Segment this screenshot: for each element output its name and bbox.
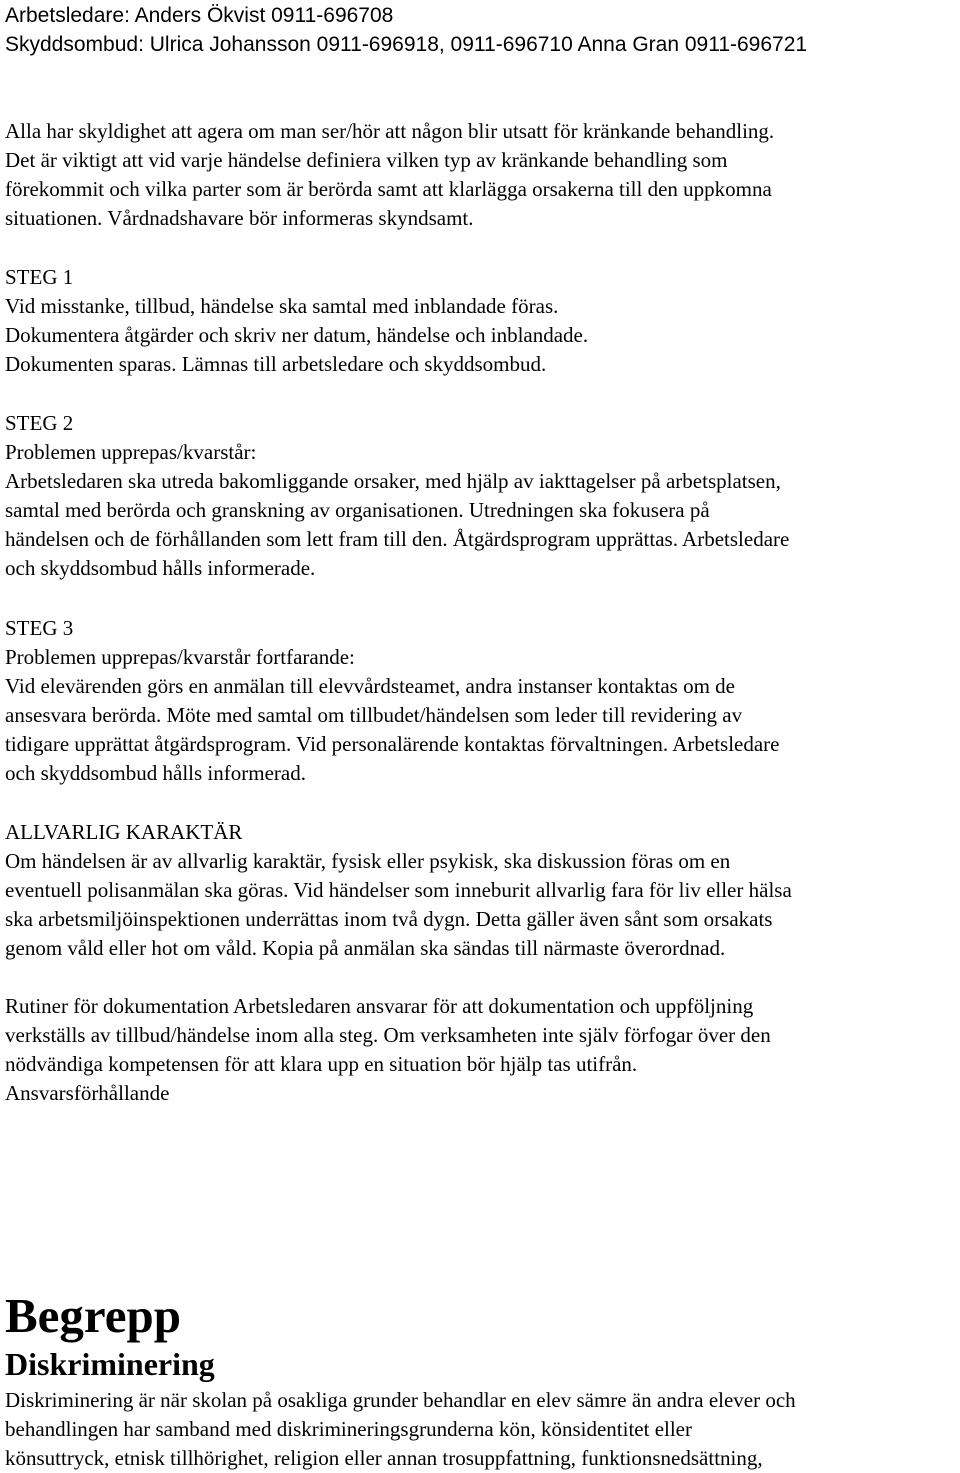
steg1-heading: STEG 1	[5, 265, 74, 289]
steg3-heading: STEG 3	[5, 616, 74, 640]
rutiner-line: Rutiner för dokumentation Arbetsledaren ansvarar för att dokumentation och uppföljning	[5, 994, 754, 1018]
diskriminering-line: behandlingen har samband med diskrimineringsgrunderna kön, könsidentitet eller	[5, 1417, 692, 1441]
steg1-section	[5, 263, 588, 379]
steg3-line: Problemen upprepas/kvarstår fortfarande:	[5, 645, 355, 669]
steg2-line: Problemen upprepas/kvarstår:	[5, 440, 257, 464]
begrepp-heading: Begrepp	[5, 1288, 182, 1343]
allvarlig-line: Om händelsen är av allvarlig karaktär, fysisk eller psykisk, ska diskussion föras om en	[5, 849, 731, 873]
steg1-line: Dokumentera åtgärder och skriv ner datum, händelse och inblandade.	[5, 323, 589, 347]
allvarlig-section	[5, 818, 792, 963]
diskriminering-paragraph	[5, 1386, 960, 1473]
steg1-line: Vid misstanke, tillbud, händelse ska samtal med inblandade föras.	[5, 294, 559, 318]
header-skyddsombud: Skyddsombud: Ulrica Johansson 0911-696918, 0911-696710 Anna Gran 0911-696721	[5, 33, 808, 56]
steg2-section	[5, 409, 789, 583]
steg1-line: Dokumenten sparas. Lämnas till arbetsledare och skyddsombud.	[5, 352, 547, 376]
diskriminering-line: könsuttryck, etnisk tillhörighet, religion eller annan trosuppfattning, funktionsnedsättning,	[5, 1446, 763, 1470]
steg3-line: och skyddsombud hålls informerad.	[5, 761, 306, 785]
contact-header	[5, 1, 807, 59]
steg2-line: och skyddsombud hålls informerade.	[5, 556, 316, 580]
steg3-line: ansesvara berörda. Möte med samtal om tillbudet/händelsen som leder till revidering av	[5, 703, 743, 727]
rutiner-line: nödvändiga kompetensen för att klara upp en situation bör hjälp tas utifrån.	[5, 1052, 638, 1076]
steg3-line: tidigare upprättat åtgärdsprogram. Vid personalärende kontaktas förvaltningen. Arbetsledare	[5, 732, 780, 756]
intro-line: Alla har skyldighet att agera om man ser/hör att någon blir utsatt för kränkande behandling.	[5, 119, 775, 143]
steg3-line: Vid elevärenden görs en anmälan till elevvårdsteamet, andra instanser kontaktas om de	[5, 674, 735, 698]
intro-line: Det är viktigt att vid varje händelse definiera vilken typ av kränkande behandling som	[5, 148, 728, 172]
rutiner-section	[5, 992, 771, 1108]
diskriminering-heading: Diskriminering	[5, 1346, 215, 1382]
intro-paragraph	[5, 117, 774, 233]
allvarlig-line: genom våld eller hot om våld. Kopia på anmälan ska sändas till närmaste överordnad.	[5, 936, 726, 960]
diskriminering-line: Diskriminering är när skolan på osakliga grunder behandlar en elev sämre än andra elever och	[5, 1388, 796, 1412]
steg2-heading: STEG 2	[5, 411, 74, 435]
intro-line: situationen. Vårdnadshavare bör informeras skyndsamt.	[5, 206, 474, 230]
allvarlig-line: eventuell polisanmälan ska göras. Vid händelser som inneburit allvarlig fara för liv eller hälsa	[5, 878, 792, 902]
rutiner-line: verkställs av tillbud/händelse inom alla steg. Om verksamheten inte själv förfogar över den	[5, 1023, 771, 1047]
rutiner-line: Ansvarsförhållande	[5, 1081, 170, 1105]
allvarlig-heading: ALLVARLIG KARAKTÄR	[5, 820, 243, 844]
steg3-section	[5, 614, 780, 788]
header-arbetsledare: Arbetsledare: Anders Ökvist 0911-696708	[5, 4, 394, 27]
intro-line: förekommit och vilka parter som är berörda samt att klarlägga orsakerna till den uppkomna	[5, 177, 772, 201]
steg2-line: samtal med berörda och granskning av organisationen. Utredningen ska fokusera på	[5, 498, 710, 522]
steg2-line: Arbetsledaren ska utreda bakomliggande orsaker, med hjälp av iakttagelser på arbetsplatsen,	[5, 469, 781, 493]
allvarlig-line: ska arbetsmiljöinspektionen underrättas inom två dygn. Detta gäller även sånt som orsakats	[5, 907, 773, 931]
steg2-line: händelsen och de förhållanden som lett fram till den. Åtgärdsprogram upprättas. Arbetsledare	[5, 527, 790, 551]
